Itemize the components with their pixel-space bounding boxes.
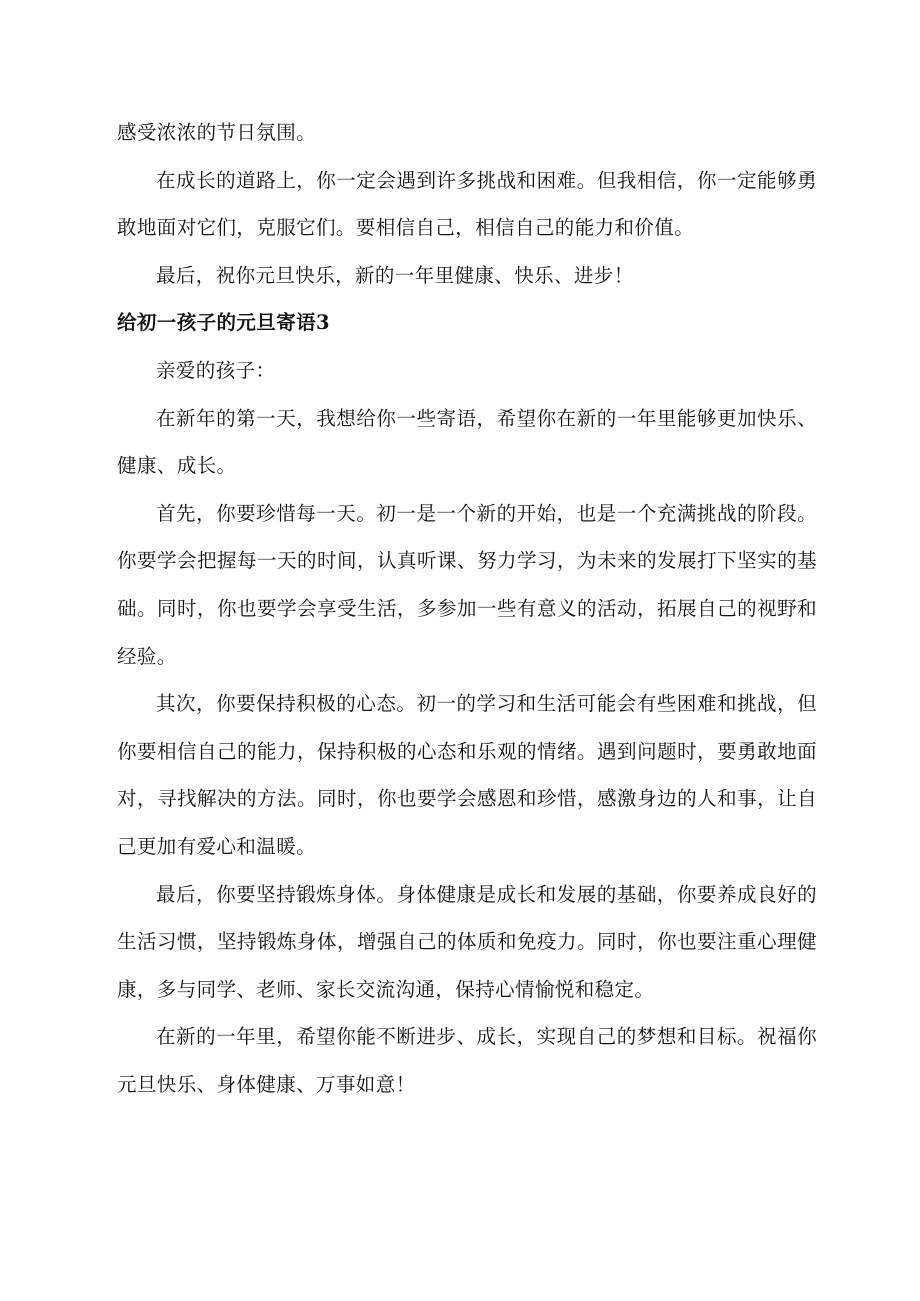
continued-paragraph: 感受浓浓的节日氛围。 <box>117 121 317 144</box>
paragraph-exercise: 最后，你要坚持锻炼身体。身体健康是成长和发展的基础，你要养成良好的生活习惯，坚持锻炼身体，增强自己的体质和免疫力。同时，你也要注重心理健康，多与同学、老师、家长交流沟通，保持心情愉悦和稳定。 <box>117 882 817 1001</box>
paragraph-closing-wish: 最后，祝你元旦快乐，新的一年里健康、快乐、进步！ <box>156 263 634 287</box>
paragraph-cherish-every-day: 首先，你要珍惜每一天。初一是一个新的开始，也是一个充满挑战的阶段。你要学会把握每一天的时间，认真听课、努力学习，为未来的发展打下坚实的基础。同时，你也要学会享受生活，多参加一些有意义的活动，拓展自己的视野和经验。 <box>117 501 817 668</box>
paragraph-positive-attitude: 其次，你要保持积极的心态。初一的学习和生活可能会有些困难和挑战，但你要相信自己的能力，保持积极的心态和乐观的情绪。遇到问题时，要勇敢地面对，寻找解决的方法。同时，你也要学会感恩和珍惜，感激身边的人和事，让自己更加有爱心和温暖。 <box>117 692 817 858</box>
section-heading: 给初一孩子的元旦寄语3 <box>117 311 330 335</box>
paragraph-new-year-blessing: 在新的一年里，希望你能不断进步、成长，实现自己的梦想和目标。祝福你元旦快乐、身体健康、万事如意！ <box>117 1025 817 1096</box>
document-body <box>117 109 817 1108</box>
salutation: 亲爱的孩子： <box>156 358 276 382</box>
paragraph-intro: 在新年的第一天，我想给你一些寄语，希望你在新的一年里能够更加快乐、健康、成长。 <box>117 406 817 478</box>
paragraph-challenges: 在成长的道路上，你一定会遇到许多挑战和困难。但我相信，你一定能够勇敢地面对它们，克服它们。要相信自己，相信自己的能力和价值。 <box>117 168 817 240</box>
